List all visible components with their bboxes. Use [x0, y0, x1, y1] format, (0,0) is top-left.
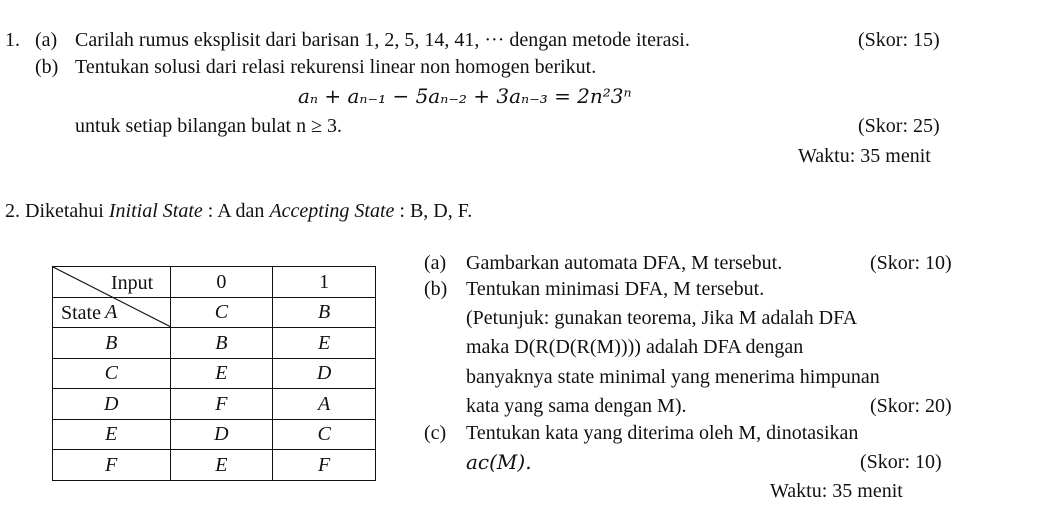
- transition-1-cell: B: [273, 297, 376, 328]
- transition-0-cell: B: [170, 328, 273, 359]
- q1b-score: (Skor: 25): [858, 115, 940, 137]
- transition-0-cell: F: [170, 389, 273, 420]
- table-corner-cell: [53, 267, 171, 324]
- header-input: Input: [111, 272, 154, 294]
- q2b-text: Tentukan minimasi DFA, M tersebut.: [466, 278, 765, 300]
- transition-0-cell: E: [170, 450, 273, 481]
- q1a-label: (a): [35, 29, 58, 51]
- recurrence-equation: aₙ + aₙ₋₁ − 5aₙ₋₂ + 3aₙ₋₃ = 2n²3ⁿ: [298, 84, 632, 108]
- q2-intro-tail: : B, D, F.: [399, 200, 473, 222]
- table-row: [53, 419, 376, 450]
- transition-1-cell: A: [273, 389, 376, 420]
- q2b-hint-line-3: banyaknya state minimal yang menerima himpunan: [466, 366, 880, 388]
- transition-1-cell: F: [273, 450, 376, 481]
- header-state: State: [61, 302, 101, 324]
- state-cell: F: [53, 450, 171, 481]
- q2-number: 2.: [5, 200, 20, 222]
- transition-0-cell: C: [170, 297, 273, 328]
- state-cell: E: [53, 419, 171, 450]
- state-cell: B: [53, 328, 171, 359]
- q2b-label: (b): [424, 278, 448, 300]
- q2c-text: Tentukan kata yang diterima oleh M, dinotasikan: [466, 422, 859, 444]
- q1b-label: (b): [35, 56, 59, 78]
- q2b-hint-line-4: kata yang sama dengan M).: [466, 395, 687, 417]
- q2b-hint-line-2: maka D(R(D(R(M)))) adalah DFA dengan: [466, 336, 804, 358]
- transition-1-cell: E: [273, 328, 376, 359]
- dfa-transition-table: [52, 266, 376, 481]
- q1b-text: Tentukan solusi dari relasi rekurensi linear non homogen berikut.: [75, 56, 597, 78]
- q2-intro: [5, 201, 472, 221]
- q2a-score: (Skor: 10): [870, 252, 952, 274]
- state-cell: D: [53, 389, 171, 420]
- table-row: [53, 450, 376, 481]
- q2-initial-state: Initial State: [108, 200, 203, 222]
- transition-0-cell: E: [170, 358, 273, 389]
- q2-time: Waktu: 35 menit: [770, 480, 903, 502]
- header-col-1: 1: [273, 267, 376, 298]
- q1-time: Waktu: 35 menit: [798, 145, 931, 167]
- q2-intro-lead: Diketahui: [25, 200, 104, 222]
- state-cell: C: [53, 358, 171, 389]
- q1a-score: (Skor: 15): [858, 29, 940, 51]
- q2b-score: (Skor: 20): [870, 395, 952, 417]
- q2a-label: (a): [424, 252, 447, 274]
- q2-accepting-state: Accepting State: [269, 200, 395, 222]
- header-col-0: 0: [170, 267, 273, 298]
- q2c-score: (Skor: 10): [860, 451, 942, 473]
- q2b-hint-line-1: (Petunjuk: gunakan teorema, Jika M adalah DFA: [466, 307, 858, 329]
- table-header-row: [53, 267, 376, 298]
- q2-intro-mid: : A dan: [207, 200, 265, 222]
- table-row: [53, 389, 376, 420]
- transition-0-cell: D: [170, 419, 273, 450]
- transition-1-cell: D: [273, 358, 376, 389]
- table-row: [53, 328, 376, 359]
- q2c-notation: ac(M).: [466, 450, 532, 474]
- q2a-text: Gambarkan automata DFA, M tersebut.: [466, 252, 783, 274]
- state-cell: A: [53, 297, 171, 328]
- q1-number: 1.: [5, 29, 20, 51]
- q2c-label: (c): [424, 422, 447, 444]
- q1b-condition: untuk setiap bilangan bulat n ≥ 3.: [75, 115, 343, 137]
- q1a-text: Carilah rumus eksplisit dari barisan 1, 2, 5, 14, 41, ··· dengan metode iterasi.: [75, 29, 690, 51]
- transition-1-cell: C: [273, 419, 376, 450]
- table-row: [53, 358, 376, 389]
